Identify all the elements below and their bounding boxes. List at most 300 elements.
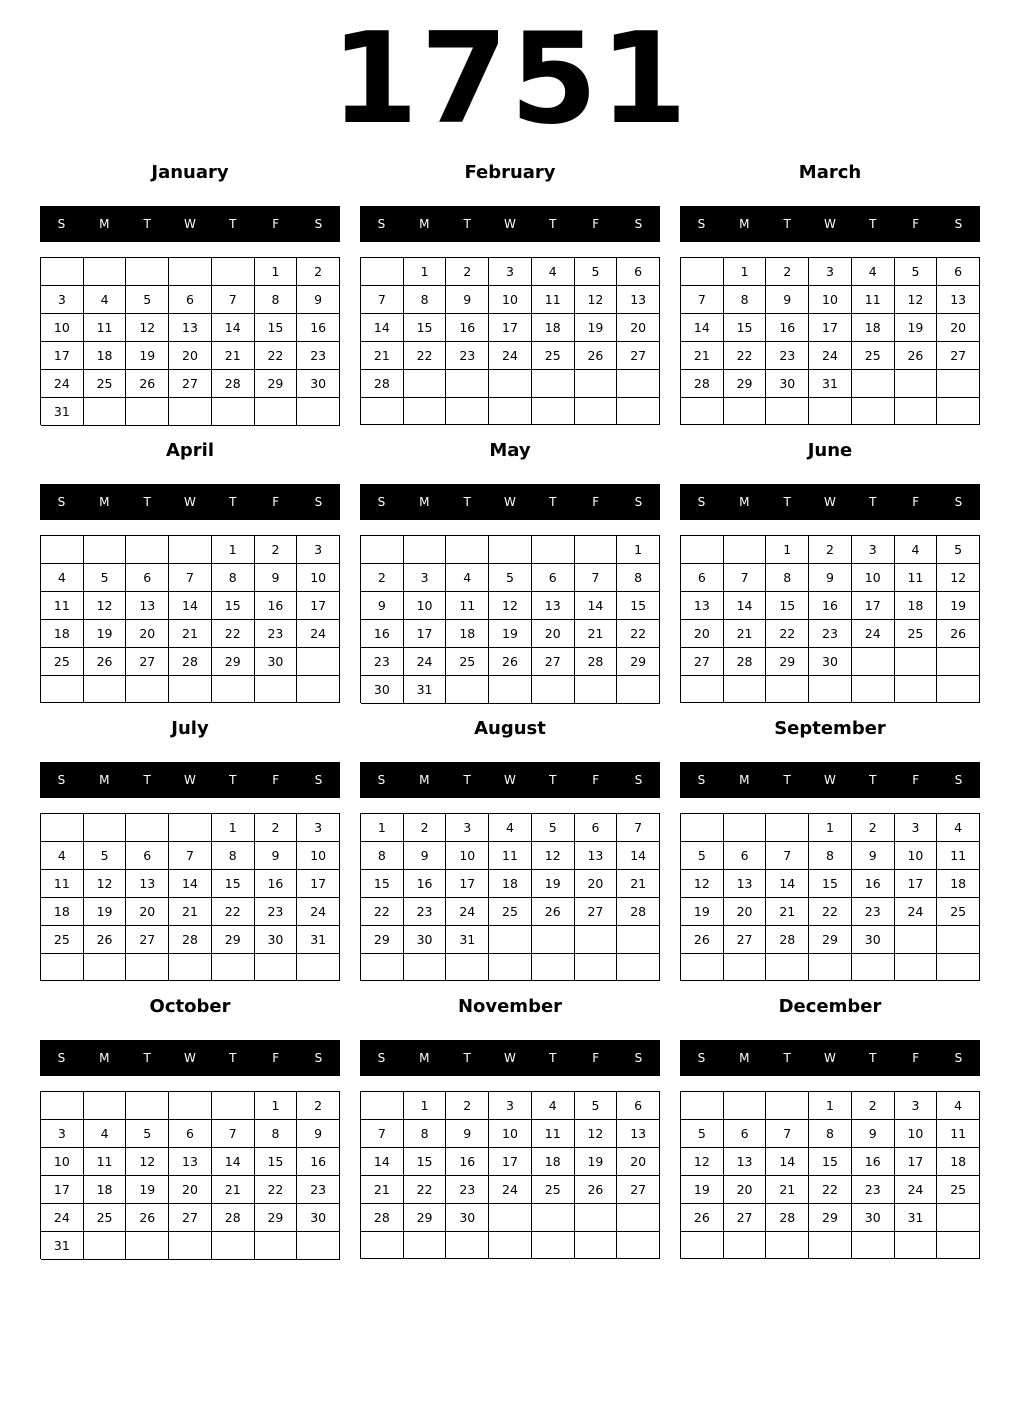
day-cell: 18 (41, 898, 84, 926)
day-cell: 17 (489, 1148, 532, 1176)
day-cell (809, 954, 852, 981)
day-cell: 29 (255, 370, 298, 398)
day-cell: 24 (404, 648, 447, 676)
weekday-label: S (634, 495, 643, 509)
day-cell (724, 1232, 767, 1259)
day-cell: 7 (766, 1120, 809, 1148)
day-cell (937, 954, 980, 981)
month-block (680, 994, 980, 1264)
day-cell: 27 (532, 648, 575, 676)
day-cell (895, 676, 938, 703)
weekday-label: T (463, 495, 471, 509)
day-cell: 3 (41, 286, 84, 314)
day-cell: 9 (446, 1120, 489, 1148)
day-cell: 26 (532, 898, 575, 926)
day-cell: 23 (766, 342, 809, 370)
weekday-label: T (143, 217, 151, 231)
day-cell: 1 (404, 1092, 447, 1120)
day-cell: 15 (212, 870, 255, 898)
weekday-label: T (869, 1051, 877, 1065)
month-name: July (171, 718, 209, 739)
day-cell (724, 536, 767, 564)
day-cell: 18 (532, 314, 575, 342)
day-cell: 2 (852, 814, 895, 842)
day-cell: 28 (361, 370, 404, 398)
day-cell: 9 (404, 842, 447, 870)
day-cell: 22 (724, 342, 767, 370)
day-cell: 27 (724, 1204, 767, 1232)
day-grid (680, 535, 980, 703)
day-cell: 25 (41, 926, 84, 954)
day-cell: 26 (126, 1204, 169, 1232)
weekday-header (40, 762, 340, 798)
day-cell: 16 (852, 1148, 895, 1176)
weekday-label: F (912, 773, 920, 787)
day-cell (297, 398, 340, 426)
day-cell (575, 370, 618, 398)
day-cell (404, 370, 447, 398)
weekday-label: T (143, 1051, 151, 1065)
day-cell: 28 (766, 1204, 809, 1232)
day-cell: 5 (126, 1120, 169, 1148)
day-cell: 6 (169, 1120, 212, 1148)
day-cell (681, 398, 724, 425)
day-cell: 5 (681, 1120, 724, 1148)
day-cell: 6 (575, 814, 618, 842)
day-cell: 8 (404, 1120, 447, 1148)
weekday-label: S (57, 773, 66, 787)
day-cell (766, 814, 809, 842)
weekday-label: F (272, 217, 280, 231)
day-cell: 29 (617, 648, 660, 676)
day-cell: 30 (446, 1204, 489, 1232)
day-cell (361, 398, 404, 425)
weekday-label: S (57, 217, 66, 231)
day-cell (255, 676, 298, 703)
day-cell (895, 1232, 938, 1259)
weekday-label: T (229, 217, 237, 231)
day-cell: 23 (255, 898, 298, 926)
day-cell: 3 (895, 1092, 938, 1120)
day-cell: 20 (724, 898, 767, 926)
day-cell: 4 (41, 842, 84, 870)
day-cell (126, 1232, 169, 1260)
day-cell (212, 1232, 255, 1260)
weekday-header (680, 206, 980, 242)
day-cell: 15 (809, 1148, 852, 1176)
day-cell (297, 1232, 340, 1260)
day-cell: 13 (617, 1120, 660, 1148)
day-cell: 24 (809, 342, 852, 370)
day-cell: 2 (446, 258, 489, 286)
day-cell: 30 (297, 370, 340, 398)
day-cell: 22 (766, 620, 809, 648)
day-cell: 10 (41, 314, 84, 342)
weekday-label: S (314, 217, 323, 231)
weekday-label: T (463, 217, 471, 231)
day-cell: 21 (212, 342, 255, 370)
month-block (680, 438, 980, 708)
day-cell (126, 814, 169, 842)
weekday-label: T (229, 495, 237, 509)
day-cell (41, 954, 84, 981)
day-cell: 22 (404, 342, 447, 370)
day-cell (575, 1204, 618, 1232)
year-title: 1751 (330, 5, 690, 152)
day-cell: 9 (255, 564, 298, 592)
day-cell: 8 (361, 842, 404, 870)
day-cell: 21 (169, 620, 212, 648)
day-cell: 11 (532, 1120, 575, 1148)
day-cell (41, 258, 84, 286)
weekday-label: F (592, 495, 600, 509)
day-cell: 24 (297, 620, 340, 648)
day-cell: 18 (895, 592, 938, 620)
day-cell (575, 676, 618, 704)
day-cell: 31 (404, 676, 447, 704)
day-cell (404, 536, 447, 564)
day-cell: 5 (84, 564, 127, 592)
day-cell: 3 (41, 1120, 84, 1148)
month-block (680, 160, 980, 430)
day-cell (446, 676, 489, 704)
day-cell (489, 926, 532, 954)
day-cell: 29 (809, 1204, 852, 1232)
day-cell: 11 (84, 1148, 127, 1176)
day-cell (126, 398, 169, 426)
day-cell: 17 (41, 342, 84, 370)
day-cell: 20 (126, 620, 169, 648)
day-cell (724, 814, 767, 842)
day-cell: 19 (126, 342, 169, 370)
day-grid (360, 257, 660, 425)
day-cell (724, 1092, 767, 1120)
day-grid (40, 1091, 340, 1259)
day-cell: 12 (937, 564, 980, 592)
day-cell: 4 (446, 564, 489, 592)
day-cell: 27 (575, 898, 618, 926)
day-cell: 31 (895, 1204, 938, 1232)
day-cell: 23 (297, 342, 340, 370)
day-cell: 19 (126, 1176, 169, 1204)
day-cell: 31 (446, 926, 489, 954)
day-cell: 12 (681, 1148, 724, 1176)
day-cell: 6 (724, 1120, 767, 1148)
day-cell: 6 (169, 286, 212, 314)
day-cell: 25 (532, 1176, 575, 1204)
day-cell (126, 258, 169, 286)
day-cell: 4 (489, 814, 532, 842)
month-name: November (457, 996, 563, 1017)
day-cell (895, 648, 938, 676)
weekday-label: T (143, 495, 151, 509)
weekday-label: W (824, 495, 836, 509)
day-cell (126, 676, 169, 703)
day-cell (84, 1092, 127, 1120)
day-cell: 3 (809, 258, 852, 286)
day-cell: 25 (41, 648, 84, 676)
day-cell: 21 (575, 620, 618, 648)
day-cell (446, 1232, 489, 1259)
day-cell: 12 (126, 314, 169, 342)
day-cell: 18 (852, 314, 895, 342)
weekday-label: W (504, 495, 516, 509)
day-cell (446, 370, 489, 398)
day-cell: 24 (489, 342, 532, 370)
day-cell (681, 258, 724, 286)
day-cell: 16 (361, 620, 404, 648)
day-cell: 2 (852, 1092, 895, 1120)
day-cell: 25 (852, 342, 895, 370)
day-cell: 22 (617, 620, 660, 648)
day-grid (360, 1091, 660, 1259)
month-name: October (149, 996, 231, 1017)
day-grid (40, 535, 340, 703)
day-cell: 4 (937, 1092, 980, 1120)
day-cell: 24 (41, 370, 84, 398)
day-cell (766, 954, 809, 981)
day-cell (724, 398, 767, 425)
day-cell (297, 648, 340, 676)
weekday-label: S (57, 1051, 66, 1065)
day-cell: 26 (84, 648, 127, 676)
day-cell: 21 (361, 1176, 404, 1204)
day-cell: 21 (169, 898, 212, 926)
weekday-header (680, 762, 980, 798)
day-cell (84, 676, 127, 703)
day-cell: 5 (681, 842, 724, 870)
day-cell: 11 (852, 286, 895, 314)
day-cell: 26 (489, 648, 532, 676)
day-cell (212, 676, 255, 703)
day-cell: 12 (575, 286, 618, 314)
day-cell: 25 (84, 370, 127, 398)
day-cell (617, 954, 660, 981)
day-cell: 12 (681, 870, 724, 898)
day-cell (126, 536, 169, 564)
day-cell: 16 (297, 314, 340, 342)
day-cell (212, 1092, 255, 1120)
day-cell: 8 (617, 564, 660, 592)
day-cell: 19 (84, 898, 127, 926)
month-name: May (489, 440, 531, 461)
day-cell: 9 (361, 592, 404, 620)
weekday-label: S (314, 495, 323, 509)
day-cell: 1 (212, 814, 255, 842)
day-cell (255, 954, 298, 981)
day-cell: 31 (41, 1232, 84, 1260)
month-block (360, 438, 660, 708)
day-cell (361, 954, 404, 981)
day-cell: 24 (895, 1176, 938, 1204)
weekday-label: M (739, 217, 750, 231)
day-cell (532, 926, 575, 954)
day-cell: 10 (852, 564, 895, 592)
day-cell (766, 676, 809, 703)
day-cell (404, 1232, 447, 1259)
day-cell: 13 (169, 314, 212, 342)
weekday-label: S (377, 773, 386, 787)
day-cell: 28 (169, 926, 212, 954)
day-cell: 13 (126, 870, 169, 898)
weekday-label: M (99, 773, 110, 787)
day-cell (126, 954, 169, 981)
day-cell (681, 954, 724, 981)
weekday-label: W (184, 217, 196, 231)
day-cell: 13 (169, 1148, 212, 1176)
day-cell (489, 676, 532, 704)
day-cell: 7 (724, 564, 767, 592)
month-name: April (165, 440, 215, 461)
month-name: January (151, 162, 229, 183)
day-cell: 6 (617, 1092, 660, 1120)
day-grid (680, 813, 980, 981)
weekday-label: S (314, 1051, 323, 1065)
day-cell: 2 (361, 564, 404, 592)
weekday-header (360, 762, 660, 798)
month-block (40, 438, 340, 708)
weekday-label: S (697, 495, 706, 509)
day-cell: 17 (852, 592, 895, 620)
weekday-label: S (697, 773, 706, 787)
day-cell (84, 398, 127, 426)
day-cell: 28 (617, 898, 660, 926)
day-cell (681, 676, 724, 703)
weekday-label: F (592, 1051, 600, 1065)
day-cell: 8 (809, 842, 852, 870)
weekday-label: S (377, 495, 386, 509)
day-cell: 28 (681, 370, 724, 398)
day-cell: 11 (937, 842, 980, 870)
day-cell: 6 (126, 564, 169, 592)
day-cell: 23 (852, 1176, 895, 1204)
day-cell (617, 1232, 660, 1259)
day-cell: 22 (404, 1176, 447, 1204)
weekday-label: M (99, 217, 110, 231)
day-cell: 3 (404, 564, 447, 592)
day-cell: 19 (532, 870, 575, 898)
weekday-header (680, 1040, 980, 1076)
day-cell: 26 (937, 620, 980, 648)
day-cell: 6 (724, 842, 767, 870)
day-cell: 14 (766, 1148, 809, 1176)
day-cell (895, 398, 938, 425)
day-cell (724, 954, 767, 981)
day-cell: 7 (575, 564, 618, 592)
day-cell: 30 (255, 926, 298, 954)
day-cell: 2 (255, 814, 298, 842)
day-cell: 22 (809, 898, 852, 926)
day-cell: 12 (489, 592, 532, 620)
month-name: June (807, 440, 853, 461)
day-cell: 26 (575, 1176, 618, 1204)
day-cell: 28 (212, 1204, 255, 1232)
day-cell: 16 (404, 870, 447, 898)
day-cell: 31 (297, 926, 340, 954)
day-cell (446, 954, 489, 981)
day-cell: 8 (404, 286, 447, 314)
month-block (680, 716, 980, 986)
day-cell: 22 (255, 342, 298, 370)
day-cell (852, 398, 895, 425)
day-cell: 13 (575, 842, 618, 870)
day-cell: 19 (681, 898, 724, 926)
weekday-label: F (272, 1051, 280, 1065)
day-cell: 12 (84, 870, 127, 898)
day-cell: 26 (681, 1204, 724, 1232)
weekday-label: S (954, 1051, 963, 1065)
day-cell (361, 536, 404, 564)
weekday-label: F (912, 1051, 920, 1065)
day-cell: 6 (937, 258, 980, 286)
day-cell: 4 (41, 564, 84, 592)
day-cell: 25 (937, 1176, 980, 1204)
weekday-label: T (229, 773, 237, 787)
day-cell: 29 (809, 926, 852, 954)
day-cell: 10 (446, 842, 489, 870)
weekday-label: W (504, 773, 516, 787)
day-cell (681, 814, 724, 842)
weekday-label: M (739, 495, 750, 509)
day-grid (680, 257, 980, 425)
day-cell: 30 (297, 1204, 340, 1232)
day-cell: 9 (255, 842, 298, 870)
day-cell: 2 (766, 258, 809, 286)
day-cell: 13 (617, 286, 660, 314)
day-cell: 18 (489, 870, 532, 898)
weekday-label: T (463, 773, 471, 787)
weekday-label: T (783, 217, 791, 231)
day-cell (446, 536, 489, 564)
day-cell: 21 (766, 1176, 809, 1204)
day-cell: 30 (361, 676, 404, 704)
day-cell (361, 1232, 404, 1259)
day-cell: 30 (404, 926, 447, 954)
day-cell: 9 (766, 286, 809, 314)
day-cell: 13 (937, 286, 980, 314)
day-cell: 16 (255, 870, 298, 898)
weekday-header (360, 206, 660, 242)
day-cell: 1 (255, 1092, 298, 1120)
month-block (40, 160, 340, 430)
day-cell (297, 676, 340, 703)
day-cell: 23 (297, 1176, 340, 1204)
day-cell: 9 (297, 1120, 340, 1148)
day-cell: 4 (84, 1120, 127, 1148)
day-cell: 14 (766, 870, 809, 898)
day-cell: 10 (489, 286, 532, 314)
day-cell: 31 (41, 398, 84, 426)
day-cell: 15 (766, 592, 809, 620)
day-cell: 14 (617, 842, 660, 870)
day-cell (84, 954, 127, 981)
day-cell: 14 (361, 1148, 404, 1176)
day-cell (852, 1232, 895, 1259)
day-cell: 6 (617, 258, 660, 286)
weekday-label: W (504, 217, 516, 231)
day-cell: 15 (255, 314, 298, 342)
day-cell: 17 (41, 1176, 84, 1204)
day-cell (617, 398, 660, 425)
day-cell: 23 (446, 1176, 489, 1204)
day-cell: 11 (532, 286, 575, 314)
day-cell: 10 (489, 1120, 532, 1148)
day-cell: 17 (297, 870, 340, 898)
day-cell (852, 648, 895, 676)
day-cell: 19 (681, 1176, 724, 1204)
day-cell: 27 (937, 342, 980, 370)
day-cell (126, 1092, 169, 1120)
